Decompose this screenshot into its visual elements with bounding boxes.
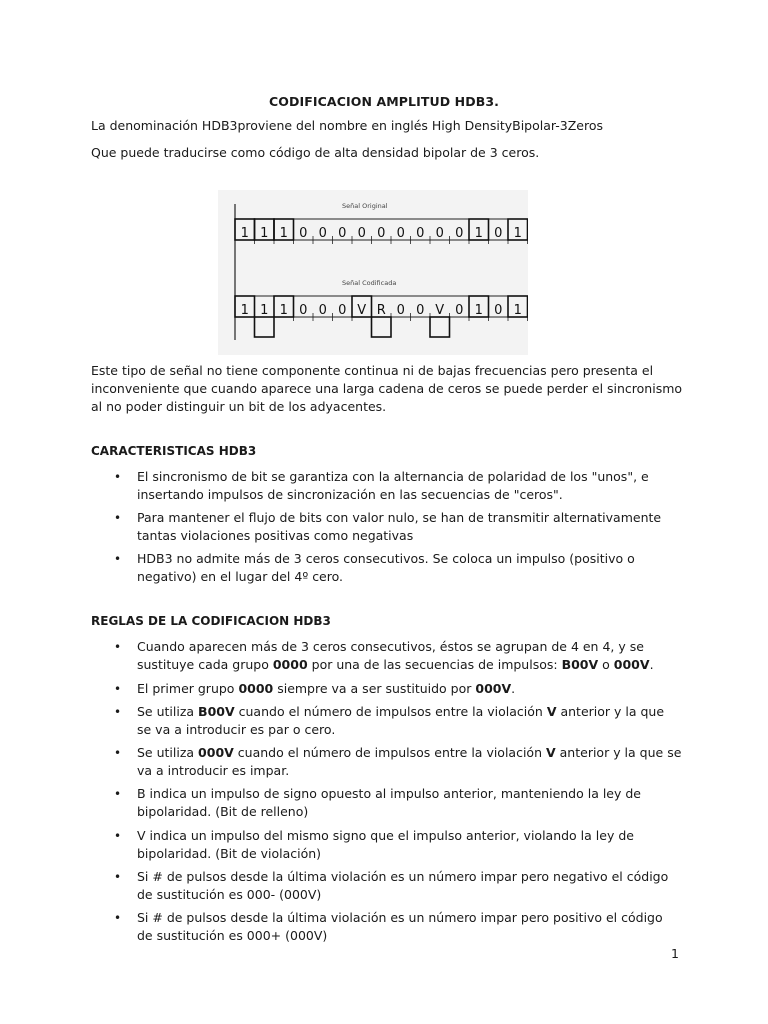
list-item-text [137,827,682,863]
list-item-text [137,680,682,698]
intro-line-2: Que puede traducirse como código de alta densidad bipolar de 3 ceros. [91,145,540,160]
bold-term: 000V [613,657,650,672]
signal-bit: 0 [435,226,444,241]
signal-bit: R [376,303,386,318]
list-item-text [137,744,682,780]
signal-bit: 0 [416,303,425,318]
list-item-text [137,785,682,821]
bullet-icon: • [114,682,122,696]
text-segment: Se utiliza [137,745,199,760]
text-segment: . [649,657,654,672]
signal-bit: 0 [357,226,366,241]
original-signal-label: Señal Original [342,202,388,210]
list-item-text [137,638,682,674]
signal-bit: 1 [513,303,522,318]
list-item-text [137,909,682,945]
signal-bit: 1 [474,303,483,318]
bold-term: 0000 [238,681,274,696]
text-segment: HDB3 no admite más de 3 ceros consecutivos. Se coloca un impulso (positivo o negativo) en el lugar del 4º cero. [137,551,635,584]
text-segment: El primer grupo [137,681,239,696]
signal-bit: 1 [279,303,288,318]
section-heading-caracteristicas: CARACTERISTICAS HDB3 [91,444,257,458]
bold-term: 000V [475,681,512,696]
bullet-icon: • [114,870,122,884]
signal-bit: 0 [455,226,464,241]
bold-term: B00V [561,657,599,672]
signal-bit: 1 [513,226,522,241]
signal-bit: 0 [377,226,386,241]
bold-term: 000V [198,745,234,760]
signal-bit: 0 [338,226,347,241]
signal-bit: 0 [455,303,464,318]
list-item-text [137,550,682,586]
signal-bit: 0 [396,303,405,318]
signal-bit: 0 [318,303,327,318]
signal-bit: 1 [474,226,483,241]
bullet-icon: • [114,470,122,484]
document-title: CODIFICACION AMPLITUD HDB3. [269,94,499,109]
bullet-icon: • [114,911,122,925]
text-segment: siempre va a ser sustituido por [273,681,476,696]
signal-bit: 1 [240,226,249,241]
text-segment: Si # de pulsos desde la última violación es un número impar pero negativo el código de sustitución es 000- (000V) [137,869,669,902]
text-segment: anterior y la que se va a introducir es par o cero. [137,704,665,737]
text-segment: El sincronismo de bit se garantiza con la alternancia de polaridad de los "unos", e insertando impulsos de sincronización en las secuencias de "ceros". [137,469,649,502]
signal-bit: 0 [338,303,347,318]
text-segment: cuando el número de impulsos entre la violación [233,745,546,760]
text-segment: o [598,657,614,672]
encoded-signal-label: Señal Codificada [342,279,397,287]
bold-term: B00V [198,704,235,719]
list-item-text [137,468,682,504]
text-segment: cuando el número de impulsos entre la violación [234,704,547,719]
signal-bit: 0 [299,303,308,318]
bullet-icon: • [114,511,122,525]
signal-bit: 0 [318,226,327,241]
description-paragraph: Este tipo de señal no tiene componente continua ni de bajas frecuencias pero presenta el inconveniente que cuando aparece una larga cadena de ceros se puede perder el sincronismo al no poder distinguir un bit de los adyacentes. [91,363,683,414]
signal-bit: V [435,303,445,318]
signal-bit: 1 [260,226,269,241]
bold-term: V [546,704,557,719]
list-item-text [137,868,682,904]
text-segment: B indica un impulso de signo opuesto al impulso anterior, manteniendo la ley de bipolaridad. (Bit de relleno) [137,786,641,819]
bullet-icon: • [114,705,122,719]
signal-bit: 0 [416,226,425,241]
bullet-icon: • [114,829,122,843]
signal-bit: V [357,303,367,318]
bullet-icon: • [114,787,122,801]
signal-bit: 1 [240,303,249,318]
signal-bit: 0 [299,226,308,241]
list-item-text [137,703,682,739]
text-segment: Cuando aparecen más de 3 ceros consecutivos, éstos se agrupan de 4 en 4, y se sustituye cada grupo [137,639,644,672]
signal-bit: 0 [396,226,405,241]
signal-bit: 1 [279,226,288,241]
signal-bit: 1 [260,303,269,318]
page-number: 1 [671,946,679,961]
text-segment: V indica un impulso del mismo signo que el impulso anterior, violando la ley de bipolaridad. (Bit de violación) [137,828,634,861]
bold-term: 0000 [272,657,308,672]
list-item-text [137,509,682,545]
bullet-icon: • [114,640,122,654]
text-segment: anterior y la que se va a introducir es impar. [137,745,682,778]
text-segment: Si # de pulsos desde la última violación es un número impar pero positivo el código de sustitución es 000+ (000V) [137,910,663,943]
text-segment: Se utiliza [137,704,199,719]
signal-bit: 0 [494,303,503,318]
bullet-icon: • [114,746,122,760]
hdb3-signal-diagram [218,190,528,355]
section-heading-reglas: REGLAS DE LA CODIFICACION HDB3 [91,614,331,628]
signal-bit: 0 [494,226,503,241]
text-segment: . [511,681,516,696]
bold-term: V [545,745,556,760]
text-segment: Para mantener el flujo de bits con valor nulo, se han de transmitir alternativamente tantas violaciones positivas como negativas [137,510,662,543]
intro-line-1: La denominación HDB3proviene del nombre en inglés High DensityBipolar-3Zeros [91,118,603,133]
bullet-icon: • [114,552,122,566]
text-segment: por una de las secuencias de impulsos: [307,657,562,672]
